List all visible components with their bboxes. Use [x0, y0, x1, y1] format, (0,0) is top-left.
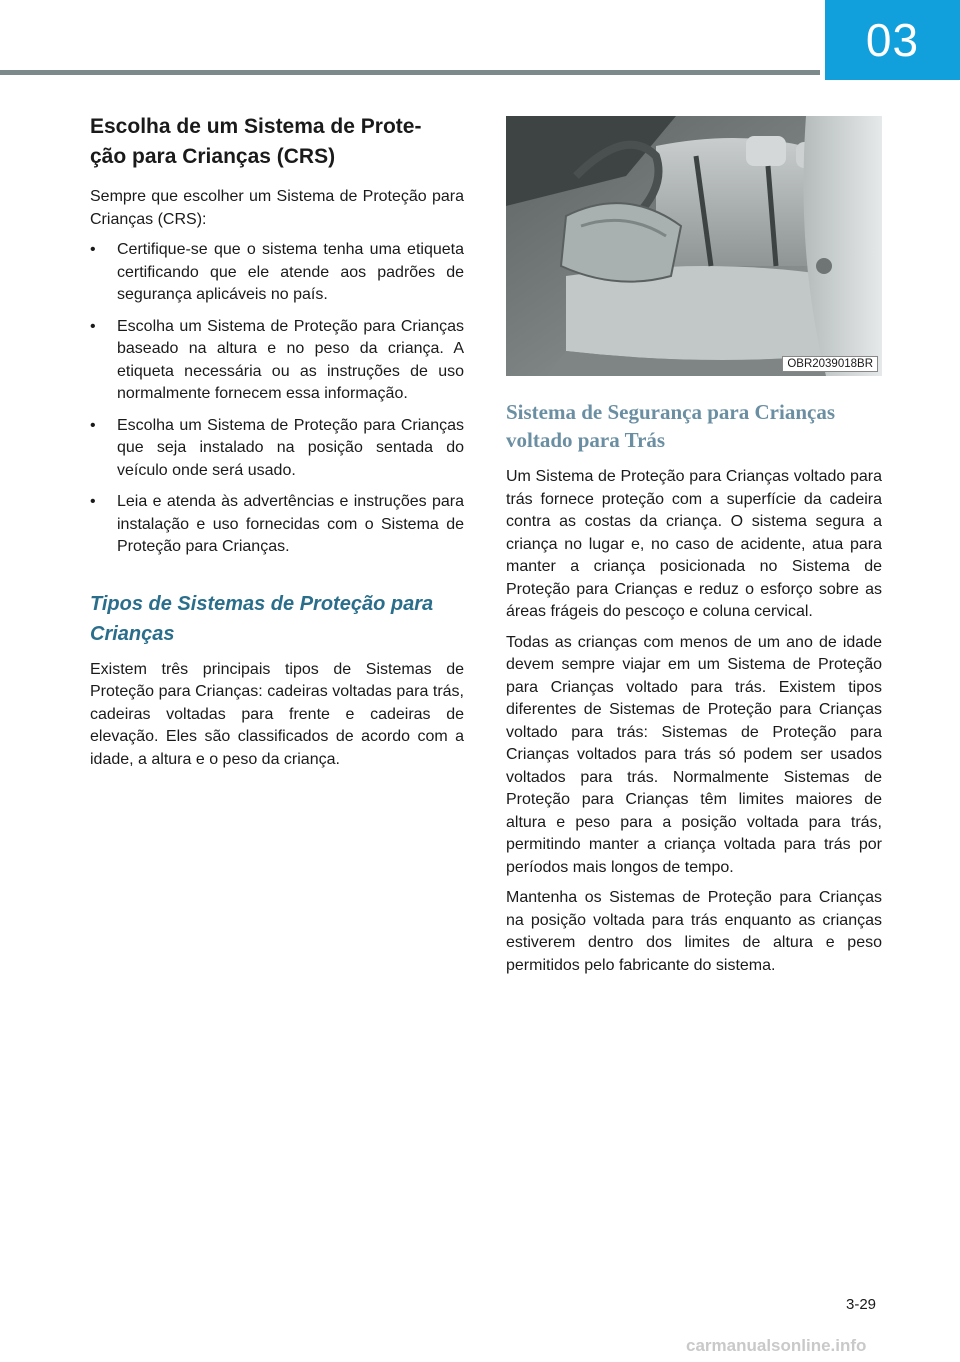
subsection-title: [90, 589, 464, 649]
rear-facing-paragraph-1: Um Sistema de Proteção para Crianças voltado para trás fornece proteção com a superfície da cadeira contra as costas da criança. O sistema segura a criança no lugar e, no caso de acidente, atua para manter a criança posicionada no Sistema de Proteção para Crianças e reduz o esforço sobre as áreas frágeis do pescoço e coluna cervical.: [506, 468, 882, 620]
list-item: [90, 239, 464, 307]
bullet-marker: •: [90, 416, 96, 434]
subsection-title-line1: Tipos de Sistemas de Proteção para: [90, 592, 434, 615]
list-item: [90, 415, 464, 483]
list-item-text: Certifique-se que o sistema tenha uma etiqueta certificando que ele atende aos padrões de segurança aplicáveis no país.: [117, 241, 464, 303]
header-rule: [0, 70, 820, 75]
list-item-text: Leia e atenda às advertências e instruções para instalação e uso fornecidas com o Sistema de Proteção para Crianças.: [117, 493, 464, 555]
bullet-list: [90, 239, 464, 559]
rear-facing-title: [506, 398, 882, 454]
list-item-text: Escolha um Sistema de Proteção para Crianças que seja instalado na posição sentada do veículo onde será usado.: [117, 416, 464, 479]
list-item: [90, 491, 464, 559]
list-item-text: Escolha um Sistema de Proteção para Crianças baseado na altura e no peso da criança. A etiqueta necessária ou as instruções de uso normalmente fornecem essa informação.: [117, 317, 464, 402]
subsection-title-line2: Crianças: [90, 622, 175, 645]
section-title-line2: ção para Crianças (CRS): [90, 145, 336, 168]
rear-facing-title-line1: Sistema de Segurança para Crianças: [506, 400, 835, 424]
section-title-line1: Escolha de um Sistema de Prote-: [90, 115, 422, 138]
types-paragraph: Existem três principais tipos de Sistemas de Proteção para Crianças: cadeiras voltadas para trás, cadeiras voltadas para frente e cadeiras de elevação. Eles são classificados de acordo com a idade, a altura e o peso da criança.: [90, 660, 464, 768]
watermark: carmanualsonline.info: [686, 1336, 867, 1355]
bullet-marker: •: [90, 317, 96, 335]
rear-facing-paragraph-2: Todas as crianças com menos de um ano de idade devem sempre viajar em um Sistema de Proteção para Crianças voltado para trás. Existem tipos diferentes de Sistemas de Proteção para Crianças voltado para trás: Sistemas de Proteção para Crianças voltados para trás só podem ser usados voltados para trás. Normalmente Sistemas de Proteção para Crianças têm limites maiores de altura e peso para a posição voltada para trás, permitindo manter a criança voltada para trás por períodos mais longos de tempo.: [506, 633, 882, 876]
rear-seat-illustration: [506, 116, 882, 376]
rear-facing-paragraph-3: Mantenha os Sistemas de Proteção para Crianças na posição voltada para trás enquanto as crianças estiverem dentro dos limites de altura e peso permitidos pelo fabricante do sistema.: [506, 889, 882, 974]
bullet-marker: •: [90, 241, 96, 258]
chapter-tab: [825, 0, 960, 80]
chapter-number: 03: [865, 14, 920, 66]
car-seat-photo: [506, 116, 882, 376]
right-column: [506, 112, 882, 985]
photo-caption: OBR2039018BR: [782, 356, 878, 372]
page-number: 3-29: [846, 1296, 877, 1313]
rear-facing-title-line2: voltado para Trás: [506, 428, 666, 452]
list-item: [90, 316, 464, 406]
left-column: [90, 112, 464, 779]
bullet-marker: •: [90, 493, 96, 510]
intro-paragraph: Sempre que escolher um Sistema de Proteção para Crianças (CRS):: [90, 188, 464, 228]
section-title: [90, 112, 464, 172]
